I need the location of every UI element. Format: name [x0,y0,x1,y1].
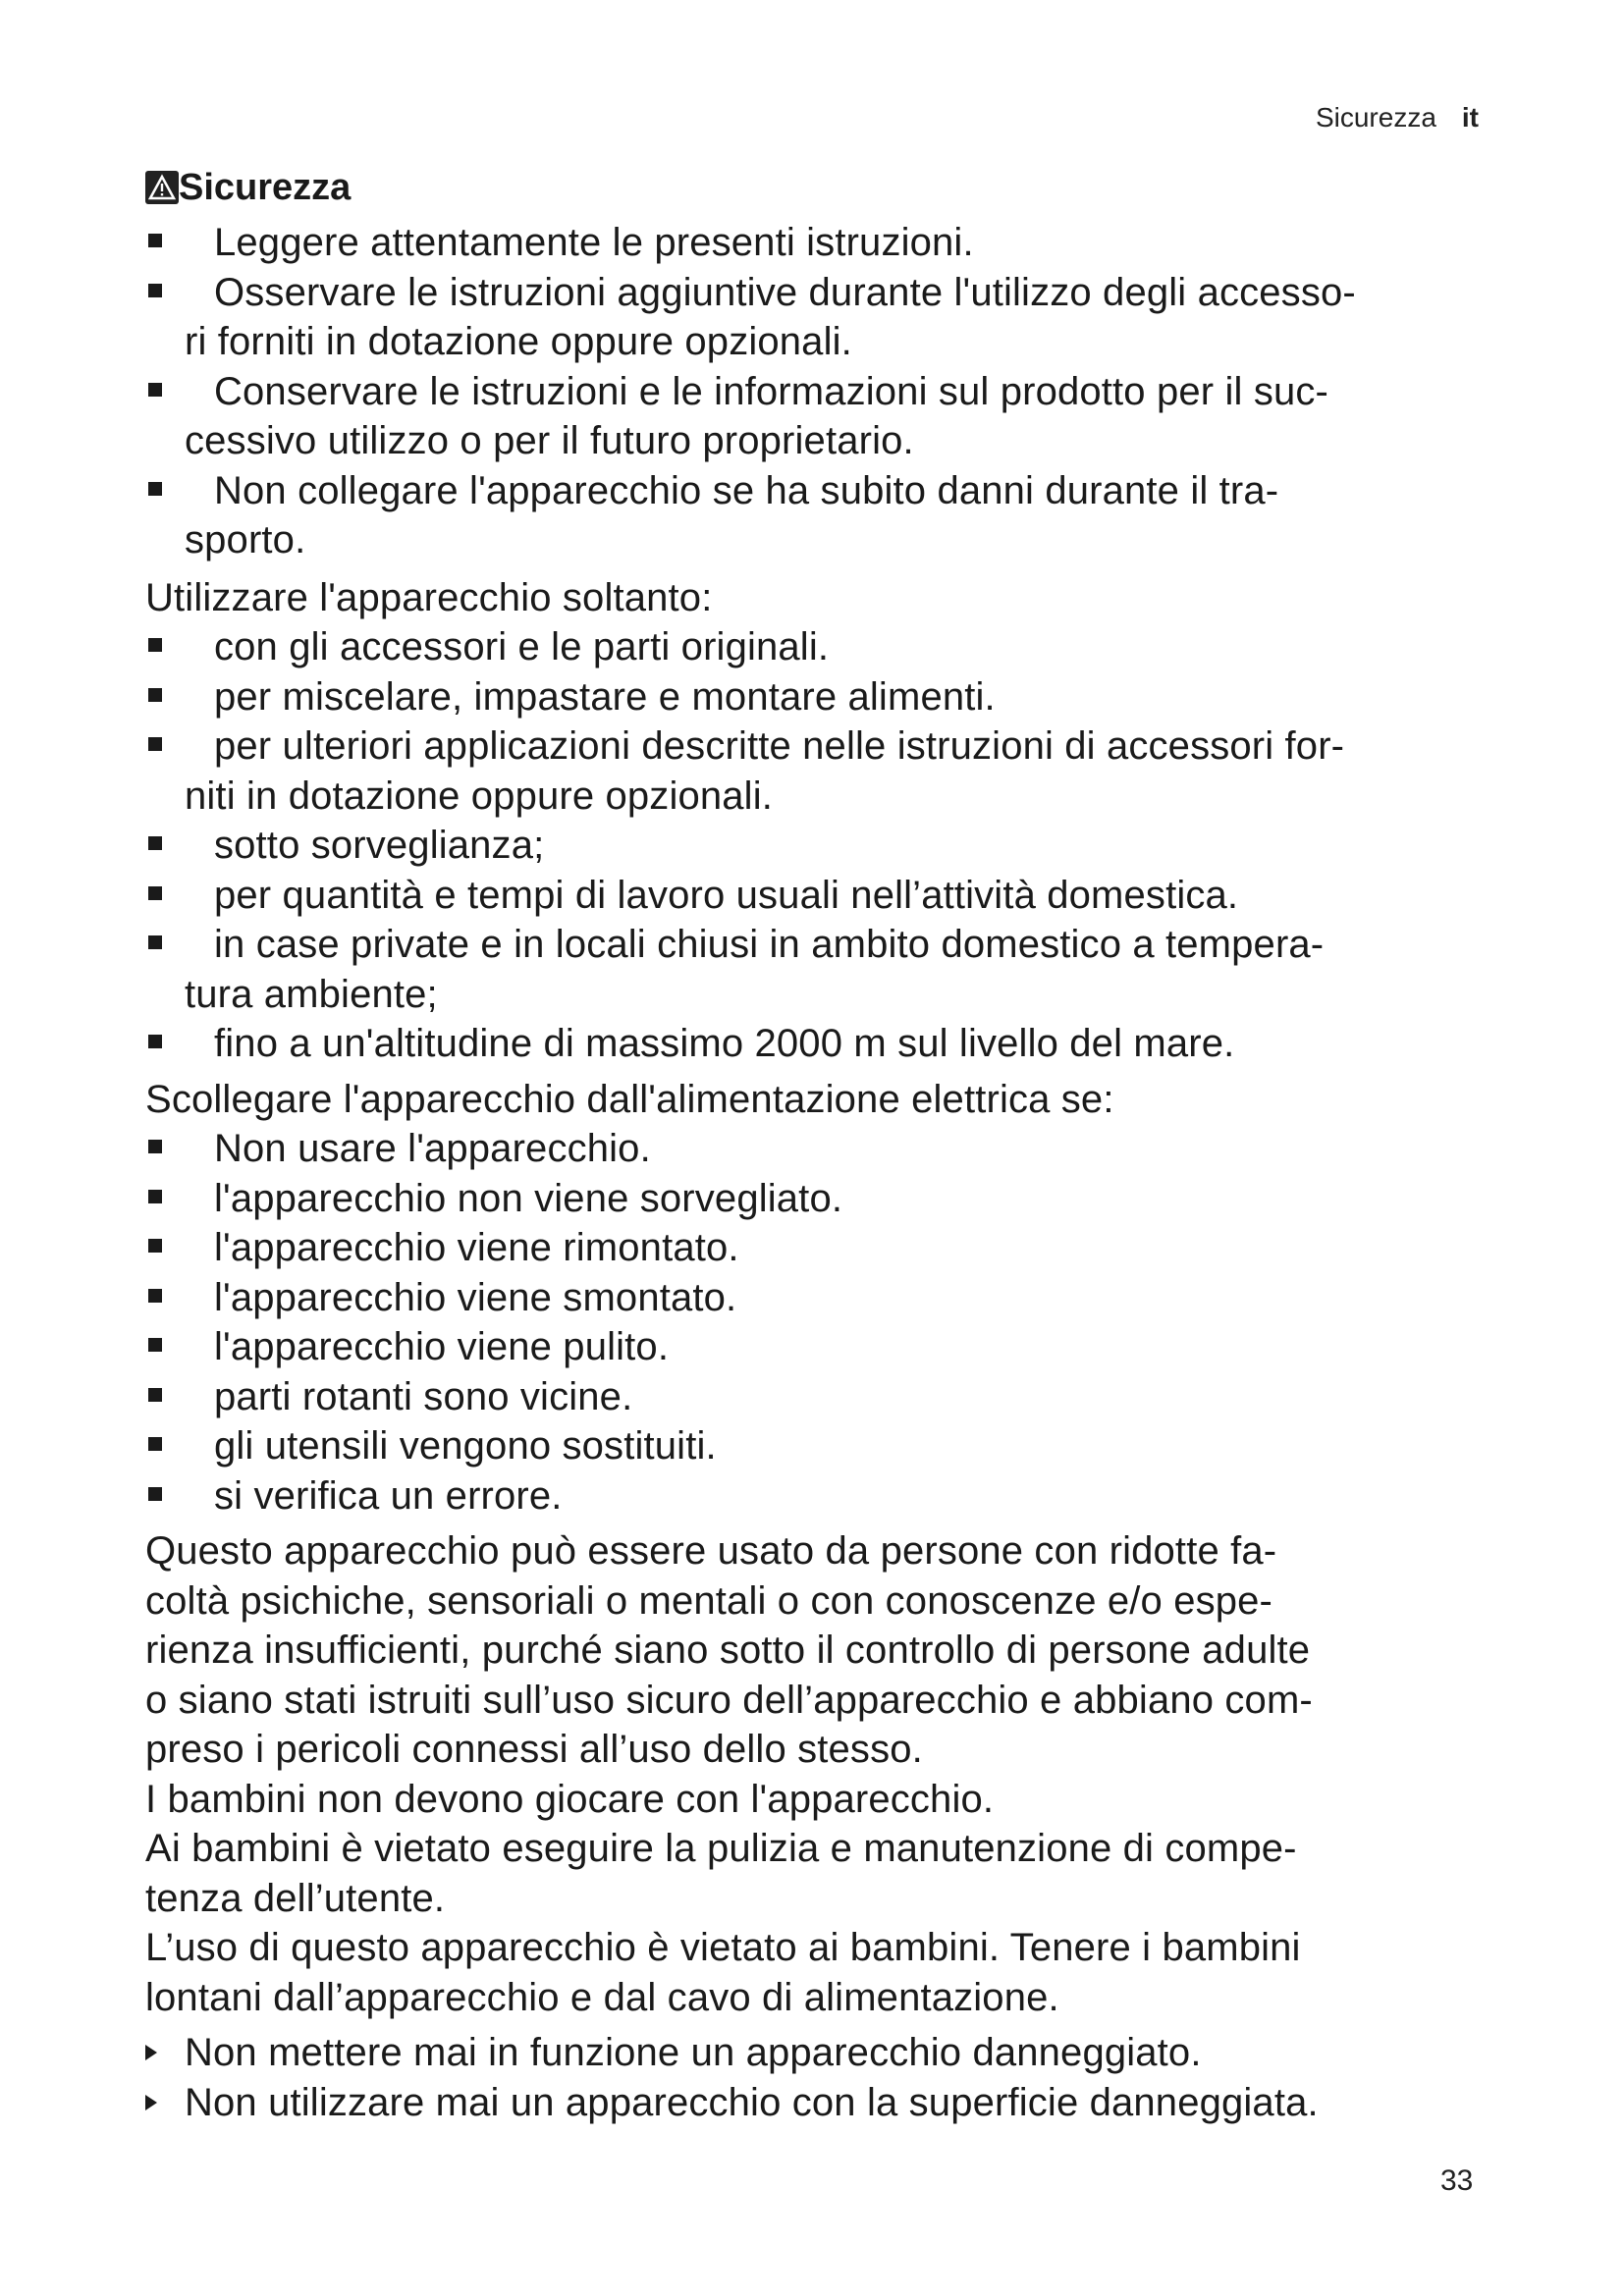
bullet-list-usage [145,622,1520,1069]
paragraph-line: I bambini non devono giocare con l'apparecchio. [145,1777,995,1821]
list-item-text: in case private e in locali chiusi in ambito domestico a tempera- [214,923,1325,966]
list-item [145,821,1520,871]
bullet-square-icon [148,1487,162,1501]
list-item-text: per quantità e tempi di lavoro usuali nell’attività domestica. [214,873,1239,917]
arrow-right-icon [145,2045,157,2060]
header-language: it [1461,102,1479,133]
action-item [145,2078,1520,2128]
list-item-text-continued: ri forniti in dotazione oppure opzionali. [185,320,852,363]
list-item-text: fino a un'altitudine di massimo 2000 m sul livello del mare. [214,1022,1235,1065]
bullet-square-icon [148,688,162,702]
list-item [145,218,1520,268]
paragraph-line: preso i pericoli connessi all’uso dello stesso. [145,1728,923,1771]
list-item [145,871,1520,921]
list-item-text: con gli accessori e le parti originali. [214,625,830,668]
children-safety-paragraph [145,1526,1520,2022]
bullet-square-icon [148,935,162,949]
disconnect-intro: Scollegare l'apparecchio dall'alimentazione elettrica se: [145,1077,1114,1121]
paragraph-line: L’uso di questo apparecchio è vietato ai bambini. Tenere i bambini [145,1926,1301,1969]
paragraph-line: coltà psichiche, sensoriali o mentali o con conoscenze e/o espe- [145,1578,1273,1623]
paragraph-line: Ai bambini è vietato eseguire la pulizia e manutenzione di compe- [145,1827,1297,1870]
list-item-text-continued: cessivo utilizzo o per il futuro proprietario. [185,419,914,462]
bullet-square-icon [148,1239,162,1253]
list-item [145,1471,1520,1522]
paragraph-line: tenza dell’utente. [145,1876,446,1920]
list-item [145,1124,1520,1174]
bullet-square-icon [148,737,162,751]
bullet-list-disconnect [145,1124,1520,1521]
section-heading [145,163,1520,212]
list-item-text: Conservare le istruzioni e le informazioni sul prodotto per il suc- [214,369,1328,413]
action-item-text: Non mettere mai in funzione un apparecchio danneggiato. [185,2031,1202,2074]
page-content [145,163,1520,2127]
bullet-square-icon [148,1437,162,1451]
list-item-text: l'apparecchio viene smontato. [214,1275,737,1319]
list-item-text: per ulteriori applicazioni descritte nelle istruzioni di accessori for- [214,724,1345,768]
list-item [145,622,1520,672]
list-item [145,920,1520,970]
warning-icon [145,171,179,204]
bullet-square-icon [148,1035,162,1048]
action-item-text: Non utilizzare mai un apparecchio con la superficie danneggiata. [185,2080,1319,2124]
running-header [1316,102,1479,133]
list-item [145,1322,1520,1372]
bullet-square-icon [148,1190,162,1203]
action-list [145,2028,1520,2127]
list-item [145,466,1520,516]
bullet-square-icon [148,1289,162,1303]
bullet-list-general [145,218,1520,565]
paragraph-line: rienza insufficienti, purché siano sotto il controllo di persone adulte [145,1629,1311,1672]
header-section: Sicurezza [1315,102,1436,133]
section-title: Sicurezza [179,166,352,208]
list-item-text: Non usare l'apparecchio. [214,1127,651,1170]
bullet-square-icon [148,234,162,247]
list-item-text-continued: tura ambiente; [185,972,438,1016]
list-item-text: gli utensili vengono sostituiti. [214,1424,717,1468]
list-item [145,1273,1520,1323]
bullet-square-icon [148,1388,162,1402]
list-item-text-continued: niti in dotazione oppure opzionali. [185,774,773,818]
list-item [145,1421,1520,1471]
action-item [145,2028,1520,2078]
list-item-text: Osservare le istruzioni aggiuntive durante l'utilizzo degli accesso- [214,270,1356,314]
list-item-text-continued: sporto. [185,518,306,561]
list-item-text: per miscelare, impastare e montare alimenti. [214,674,996,719]
list-item [145,1019,1520,1069]
list-item [145,367,1520,417]
list-item-text: l'apparecchio viene pulito. [214,1325,670,1368]
list-item-text: sotto sorveglianza; [214,824,545,867]
page-number: 33 [1440,2164,1474,2197]
list-item [145,672,1520,722]
paragraph-line: Questo apparecchio può essere usato da persone con ridotte fa- [145,1529,1277,1573]
bullet-square-icon [148,1338,162,1352]
list-item-text: parti rotanti sono vicine. [214,1374,633,1418]
paragraph-line: o siano stati istruiti sull’uso sicuro dell’apparecchio e abbiano com- [145,1678,1313,1722]
bullet-square-icon [148,836,162,850]
list-item-text: l'apparecchio viene rimontato. [214,1226,739,1269]
list-item [145,721,1520,772]
list-item-text: Leggere attentamente le presenti istruzioni. [214,221,974,264]
bullet-square-icon [148,284,162,297]
bullet-square-icon [148,1140,162,1153]
bullet-square-icon [148,638,162,652]
list-item-text: l'apparecchio non viene sorvegliato. [214,1176,843,1220]
list-item [145,268,1520,318]
bullet-square-icon [148,482,162,496]
list-item-text: si verifica un errore. [214,1473,563,1518]
usage-intro: Utilizzare l'apparecchio soltanto: [145,575,713,619]
list-item [145,1372,1520,1422]
list-item [145,1223,1520,1273]
list-item-text: Non collegare l'apparecchio se ha subito danni durante il tra- [214,468,1279,512]
bullet-square-icon [148,886,162,900]
paragraph-line: lontani dall’apparecchio e dal cavo di alimentazione. [145,1975,1059,2019]
arrow-right-icon [145,2095,157,2110]
bullet-square-icon [148,383,162,397]
list-item [145,1174,1520,1224]
